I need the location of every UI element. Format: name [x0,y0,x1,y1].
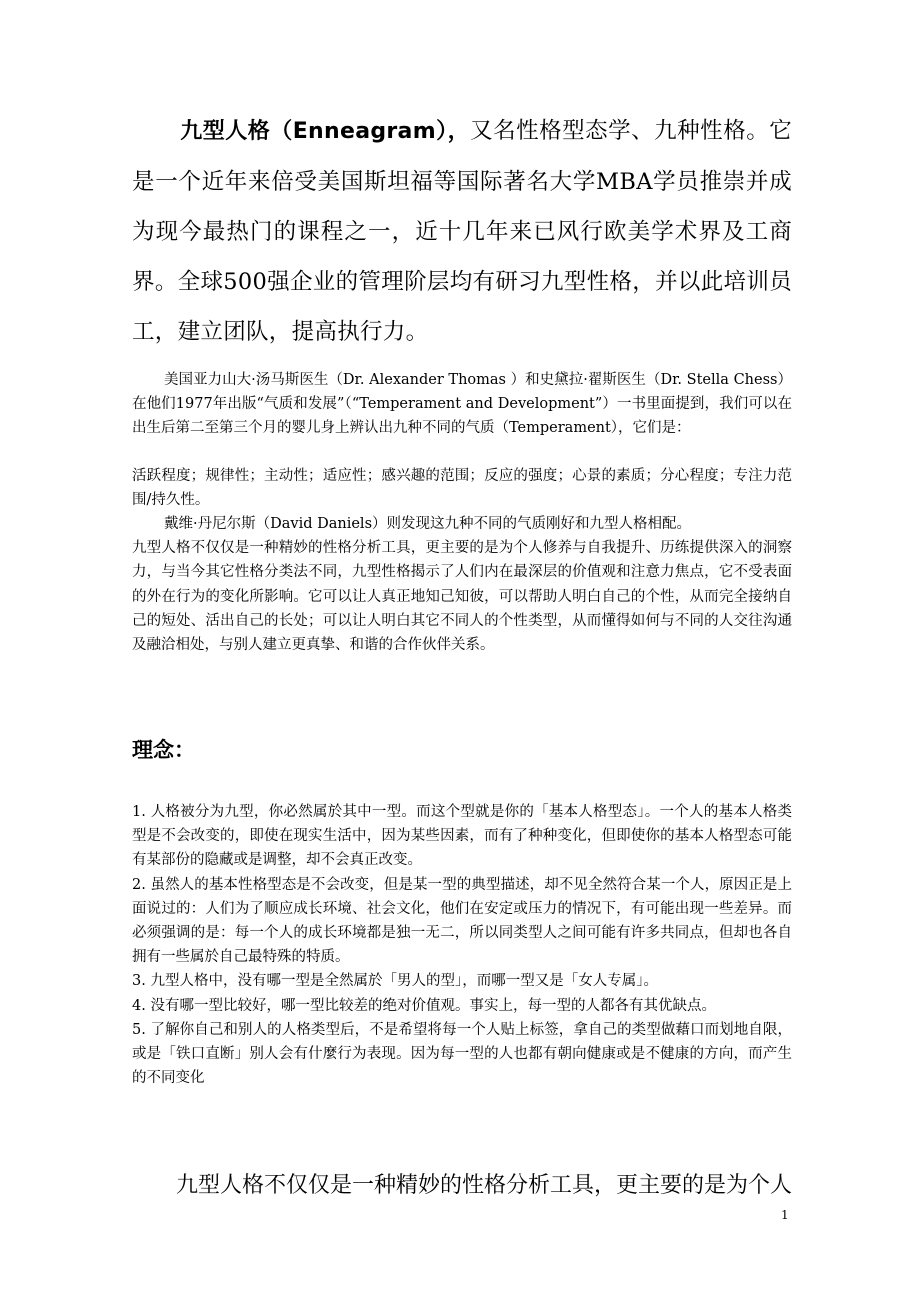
intro-paragraph [132,106,792,357]
closing-paragraph [132,1168,792,1204]
closing-text: 九型人格不仅仅是一种精妙的性格分析工具，更主要的是为个人 [176,1173,793,1198]
daniels-paragraph [132,512,792,536]
value-paragraph: 九型人格不仅仅是一种精妙的性格分析工具，更主要的是为个人修养与自我提升、历练提供深入的洞察力，与当今其它性格分类法不同，九型性格揭示了人们内在最深层的价值观和注意力焦点，它不受表面的外在行为的变化所影响。它可以让人真正地知己知彼，可以帮助人明白自己的个性，从而完全接纳自己的短处、活出自己的长处；可以让人明白其它不同人的个性类型，从而懂得如何与不同的人交往沟通及融洽相处，与别人建立更真挚、和谐的合作伙伴关系。 [132,540,792,654]
thomas-paragraph [132,368,792,441]
traits-paragraph: 活跃程度；规律性；主动性；适应性；感兴趣的范围；反应的强度；心景的素质；分心程度；专注力范围/持久性。 [132,468,792,509]
daniels-text: 戴维·丹尼尔斯（David Daniels）则发现这九种不同的气质刚好和九型人格相配。 [164,516,692,532]
concept-item-3: 3. 九型人格中，没有哪一型是全然属於「男人的型」，而哪一型又是「女人专属」。 [132,973,658,990]
intro-text: 又名性格型态学、九种性格。它是一个近年来倍受美国斯坦福等国际著名大学MBA学员推崇并成为现今最热门的课程之一，近十几年来已风行欧美学术界及工商界。全球500强企业的管理阶层均有研习九型性格，并以此培训员工，建立团队，提高执行力。 [132,118,793,345]
section-heading: 理念： [132,738,195,762]
concept-item-4: 4. 没有哪一型比较好，哪一型比较差的绝对价值观。事实上，每一型的人都各有其优缺点。 [132,997,716,1014]
thomas-text: 美国亚力山大·汤马斯医生（Dr. Alexander Thomas ）和史黛拉·翟斯医生（Dr. Stella Chess）在他们1977年出版“气质和发展”（“Temperament and Development”）一书里面提到，我们可以在出生后第二至第三个月的婴儿身上辨认出九种不同的气质（Temperament），它们是： [132,372,792,437]
daniels-block [132,512,792,657]
page-number: 1 [781,1208,789,1222]
intro-title: 九型人格（Enneagram）， [180,119,471,144]
concept-item-5: 5. 了解你自己和别人的人格类型后，不是希望将每一个人贴上标签，拿自己的类型做藉口而划地自限，或是「铁口直断」别人会有什麼行为表现。因为每一型的人也都有朝向健康或是不健康的方向，而产生的不同变化 [132,1021,792,1087]
concepts-list [132,800,792,1090]
concept-item-2: 2. 虽然人的基本性格型态是不会改变，但是某一型的典型描述，却不见全然符合某一个人，原因正是上面说过的：人们为了顺应成长环境、社会文化，他们在安定或压力的情况下，有可能出现一些差异。而必须强调的是：每一个人的成长环境都是独一无二，所以同类型人之间可能有许多共同点，但却也各自拥有一些属於自己最特殊的特质。 [132,876,792,966]
concept-item-1: 1. 人格被分为九型，你必然属於其中一型。而这个型就是你的「基本人格型态」。一个人的基本人格类型是不会改变的，即使在现实生活中，因为某些因素，而有了种种变化，但即使你的基本人格型态可能有某部份的隐藏或是调整，却不会真正改变。 [132,804,792,869]
